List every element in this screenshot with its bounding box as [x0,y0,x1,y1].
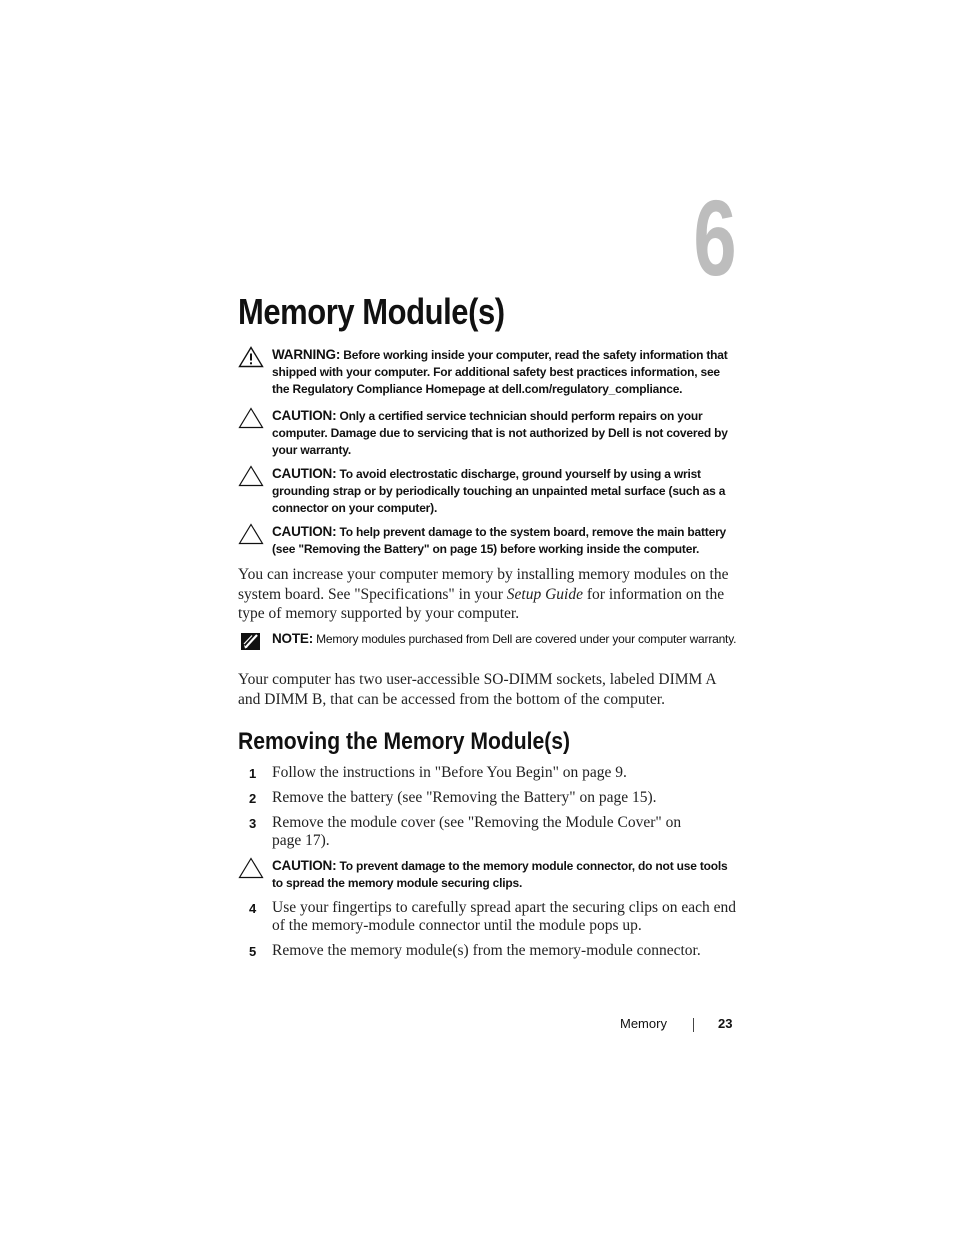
section-heading: Removing the Memory Module(s) [238,728,571,755]
chapter-title: Memory Module(s) [238,291,505,332]
warning-label: WARNING: [272,347,341,362]
caution-label: CAUTION: [272,524,337,539]
caution-body: To prevent damage to the memory module connector, do not use tools to spread the memory module securing clips. [272,859,728,890]
caution-text [272,523,738,558]
step-number: 4 [249,901,257,916]
note-pencil-icon [238,630,264,652]
footer-section-name: Memory [620,1016,667,1031]
caution-icon [238,857,264,879]
note-body: Memory modules purchased from Dell are covered under your computer warranty. [316,632,737,646]
footer-divider [693,1018,694,1032]
caution-body: Only a certified service technician should perform repairs on your computer. Damage due to servicing that is not authorized by Dell is not covered by your warranty. [272,409,728,457]
list-item [238,942,738,960]
step-number: 1 [249,766,257,781]
chapter-number: 6 [693,177,737,298]
step-text: Use your fingertips to carefully spread apart the securing clips on each end of the memory-module connector until the module pops up. [272,899,736,934]
step-text: Follow the instructions in "Before You Begin" on page 9. [272,764,627,781]
intro-text-2: for information on the type of memory supported by your computer. [238,585,725,622]
list-item [238,814,738,850]
caution-icon [238,407,264,429]
page-number: 23 [718,1016,733,1031]
step-text: Remove the memory module(s) from the memory-module connector. [272,942,701,959]
caution-label: CAUTION: [272,858,337,873]
step-number: 3 [249,816,257,831]
caution-body: To avoid electrostatic discharge, ground yourself by using a wrist grounding strap or by periodically touching an unpainted metal surface (such as a connector on your computer). [272,467,726,515]
caution-notice [238,523,738,558]
step-text: Remove the battery (see "Removing the Battery" on page 15). [272,789,657,806]
list-item [238,764,738,782]
note-text [272,630,738,648]
step-number: 2 [249,791,257,806]
caution-body: To help prevent damage to the system board, remove the main battery (see "Removing the Battery" on page 15) before working inside the computer. [272,525,727,556]
sockets-paragraph: Your computer has two user-accessible SO-DIMM sockets, labeled DIMM A and DIMM B, that can be accessed from the bottom of the computer. [238,671,716,708]
caution-text [272,465,738,517]
caution-notice [238,407,738,459]
warning-body: Before working inside your computer, read the safety information that shipped with your computer. For additional safety best practices information, see the Regulatory Compliance Homepage at dell.com/regulatory_compliance. [272,348,728,396]
list-item [238,899,738,935]
warning-notice [238,346,738,398]
caution-label: CAUTION: [272,466,337,481]
step-text: Remove the module cover (see "Removing the Module Cover" on page 17). [272,814,682,849]
warning-text [272,346,738,398]
list-item [238,789,738,807]
caution-text [272,407,738,459]
caution-notice [238,465,738,517]
setup-guide-title: Setup Guide [506,585,583,603]
intro-text-1: You can increase your computer memory by installing memory modules on the system board. See "Specifications" in your [238,566,729,603]
note-label: NOTE: [272,631,313,646]
caution-icon [238,523,264,545]
caution-notice [238,857,738,892]
note-notice [238,630,738,648]
warning-icon [238,346,264,368]
caution-label: CAUTION: [272,408,337,423]
caution-icon [238,465,264,487]
caution-text [272,857,738,892]
step-number: 5 [249,944,257,959]
intro-paragraph [238,565,738,624]
